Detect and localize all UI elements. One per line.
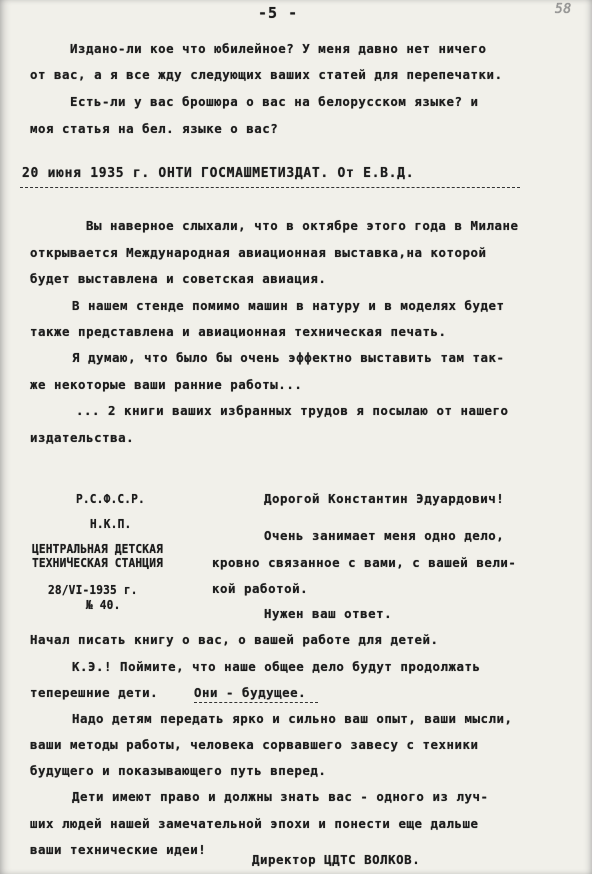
text-line: Нужен ваш ответ. xyxy=(264,606,393,621)
underline xyxy=(194,702,318,703)
page-number: -5 - xyxy=(258,4,299,22)
handwritten-page-number: 58 xyxy=(555,2,572,17)
stamp-line: ЦЕНТРАЛЬНАЯ ДЕТСКАЯ xyxy=(32,541,163,556)
text-line: моя статья на бел. языке о вас? xyxy=(30,121,279,136)
stamp-line: ТЕХНИЧЕСКАЯ СТАНЦИЯ xyxy=(32,555,163,570)
stamp-line: Н.К.П. xyxy=(90,516,132,531)
text-line: будущего и показывающего путь вперед. xyxy=(30,763,327,778)
text-line: Начал писать книгу о вас, о вашей работе для детей. xyxy=(30,632,439,647)
text-line: кой работой. xyxy=(212,581,309,596)
section-heading: 20 июня 1935 г. ОНТИ ГОСМАШМЕТИЗДАТ. От Е.В.Д. xyxy=(22,166,415,181)
text-line: издательства. xyxy=(30,430,135,445)
text-line: кровно связанное с вами, с вашей вели- xyxy=(212,555,517,570)
text-line: ших людей нашей замечательной эпохи и понести еще дальше xyxy=(30,816,479,831)
text-line: будет выставлена и советская авиация. xyxy=(30,271,327,286)
stamp-date: 28/VI-1935 г. xyxy=(48,582,138,597)
text-line: К.Э.! Поймите, что наше общее дело будут продолжать xyxy=(72,659,481,674)
text-line: же некоторые ваши ранние работы... xyxy=(30,377,303,392)
text-line: теперешние дети. xyxy=(30,685,159,700)
text-line: открывается Международная авиационная выставка,на которой xyxy=(30,245,487,260)
text-line: Очень занимает меня одно дело, xyxy=(264,528,505,543)
text-line: Я думаю, что было бы очень эффектно выставить там так- xyxy=(72,350,505,365)
heading-divider xyxy=(20,187,520,188)
stamp-line: Р.С.Ф.С.Р. xyxy=(76,491,145,506)
stamp-number: № 40. xyxy=(86,597,121,612)
text-line: Надо детям передать ярко и сильно ваш опыт, ваши мысли, xyxy=(72,711,513,726)
text-line: Они - будущее. xyxy=(194,685,307,700)
text-line: также представлена и авиационная техническая печать. xyxy=(30,324,447,339)
letter-signature: Директор ЦДТС ВОЛКОВ. xyxy=(252,852,421,867)
text-line: ваши технические идеи! xyxy=(30,842,207,857)
text-line: Издано-ли кое что юбилейное? У меня давно нет ничего xyxy=(70,41,487,56)
text-line: Дети имеют право и должны знать вас - одного из луч- xyxy=(72,789,489,804)
text-line: ... 2 книги ваших избранных трудов я посылаю от нашего xyxy=(76,403,509,418)
text-line: от вас, а я все жду следующих ваших статей для перепечатки. xyxy=(30,67,503,82)
text-line: ваши методы работы, человека сорвавшего завесу с техники xyxy=(30,737,479,752)
text-line: В нашем стенде помимо машин в натуру и в моделях будет xyxy=(72,298,505,313)
letter-salutation: Дорогой Константин Эдуардович! xyxy=(264,491,505,506)
text-line: Есть-ли у вас брошюра о вас на белорусском языке? и xyxy=(70,94,479,109)
text-line: Вы наверное слыхали, что в октябре этого года в Милане xyxy=(86,218,519,233)
